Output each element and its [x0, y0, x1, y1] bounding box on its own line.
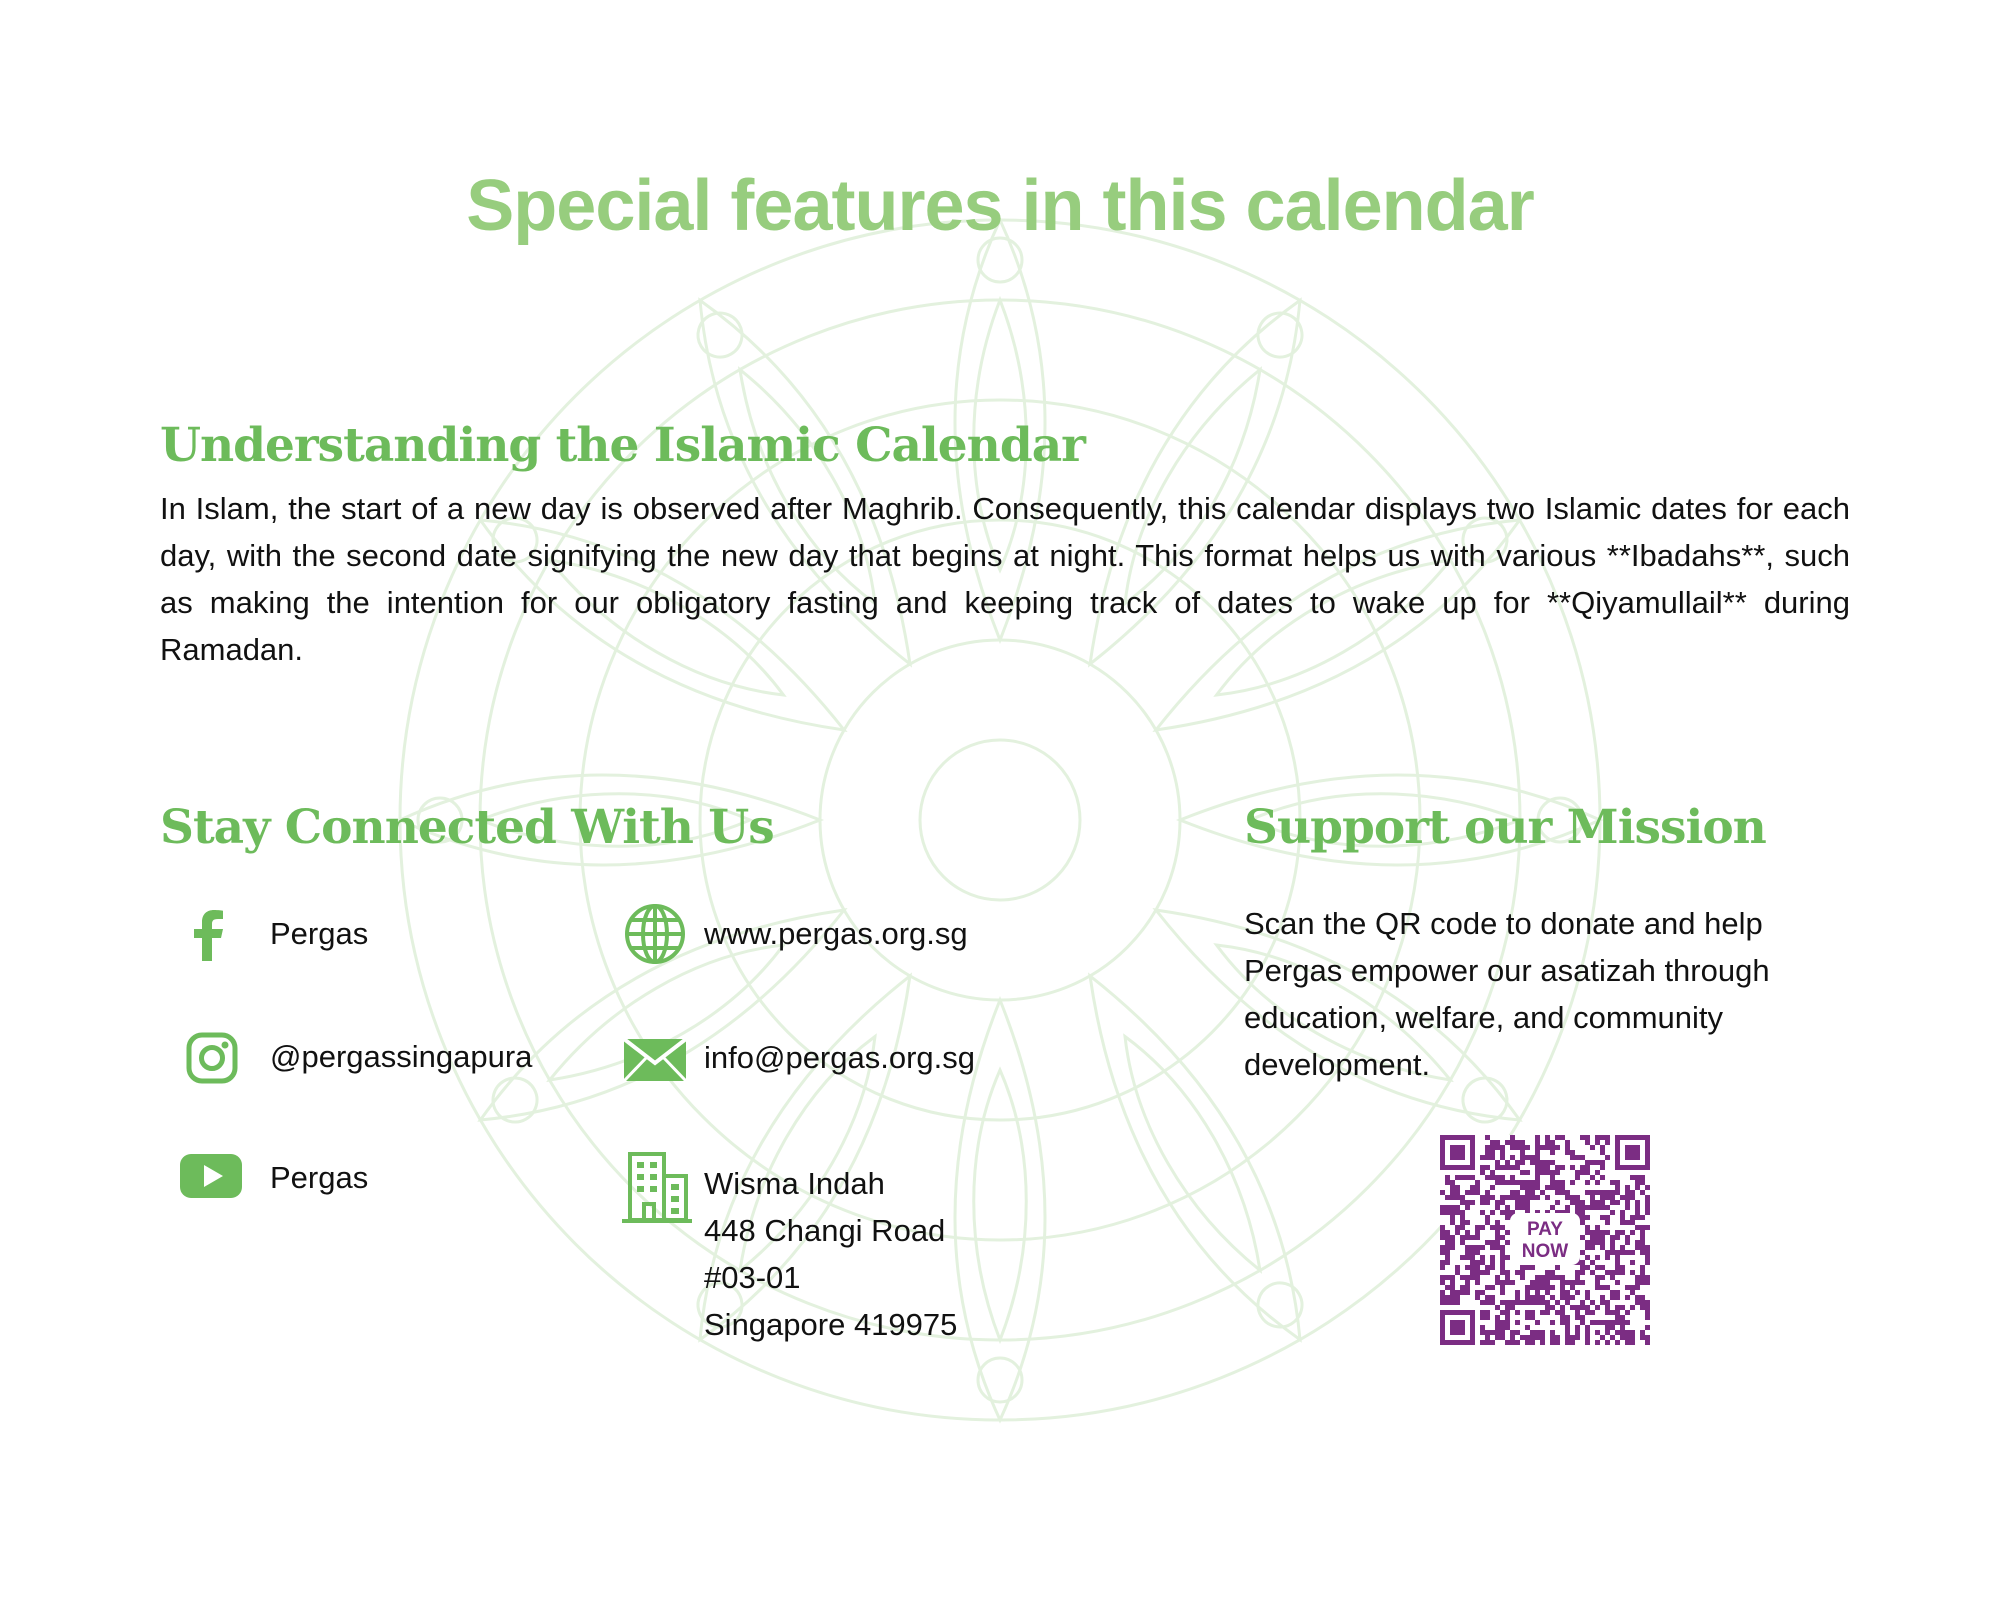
facebook-icon [192, 909, 228, 961]
mission-heading: Support our Mission [1244, 800, 1766, 855]
website-link[interactable] [622, 900, 1042, 966]
instagram-icon [186, 1032, 238, 1084]
globe-icon [624, 903, 686, 965]
website-label: www.pergas.org.sg [704, 916, 968, 951]
youtube-label: Pergas [270, 1160, 369, 1195]
page-title: Special features in this calendar [466, 166, 1534, 246]
mission-body: Scan the QR code to donate and help Pergas empower our asatizah through education, welfare, and community development. [1244, 906, 1770, 1082]
facebook-label: Pergas [270, 916, 369, 951]
instagram-link[interactable] [180, 1030, 580, 1090]
address-line-3: #03-01 [704, 1260, 801, 1295]
understanding-body: In Islam, the start of a new day is observed after Maghrib. Consequently, this calendar displays two Islamic dates for each day, with the second date signifying the new day that begins at night. This format helps us with various **Ibadahs**, such as making the intention for our obligatory fasting and keeping track of dates to wake up for **Qiyamullail** during Ramadan. [160, 491, 1850, 667]
understanding-heading: Understanding the Islamic Calendar [160, 418, 1085, 473]
envelope-icon [624, 1039, 686, 1081]
youtube-link[interactable] [180, 1150, 560, 1210]
facebook-link[interactable] [180, 905, 560, 965]
address-text [704, 1160, 957, 1348]
email-link[interactable] [622, 1030, 1042, 1090]
address-line-2: 448 Changi Road [704, 1213, 946, 1248]
paynow-logo-top: PAY [1527, 1219, 1563, 1240]
instagram-label: @pergassingapura [270, 1039, 533, 1074]
address-line-4: Singapore 419975 [704, 1307, 958, 1342]
paynow-qr-code[interactable] [1440, 1135, 1650, 1345]
address-block [622, 1150, 1042, 1350]
building-icon [622, 1150, 692, 1224]
paynow-logo-bottom: NOW [1521, 1241, 1569, 1262]
youtube-icon [180, 1154, 242, 1198]
address-line-1: Wisma Indah [704, 1166, 885, 1201]
email-label: info@pergas.org.sg [704, 1040, 976, 1075]
connect-heading: Stay Connected With Us [160, 800, 774, 855]
